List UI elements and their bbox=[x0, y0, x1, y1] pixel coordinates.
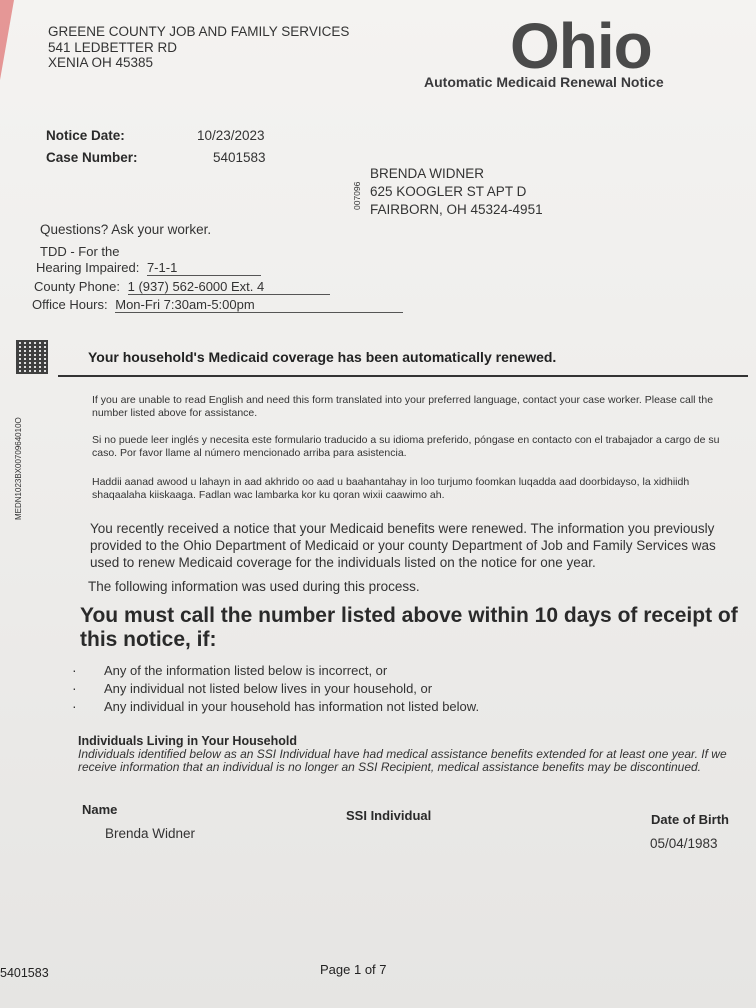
notice-date-value: 10/23/2023 bbox=[197, 128, 265, 143]
household-member-dob: 05/04/1983 bbox=[650, 836, 718, 851]
recipient-name: BRENDA WIDNER bbox=[370, 166, 485, 181]
banner-heading: Your household's Medicaid coverage has been automatically renewed. bbox=[88, 349, 557, 365]
case-number-value: 5401583 bbox=[213, 150, 266, 165]
notice-title: Automatic Medicaid Renewal Notice bbox=[424, 74, 664, 90]
tdd-label-2: Hearing Impaired: bbox=[36, 260, 140, 275]
questions-text: Questions? Ask your worker. bbox=[40, 222, 212, 237]
list-item: · Any of the information listed below is incorrect, or bbox=[72, 662, 479, 680]
paper-corner-mark bbox=[0, 0, 14, 80]
case-number-label: Case Number: bbox=[46, 150, 138, 165]
phone-value: 1 (937) 562-6000 Ext. 4 bbox=[128, 279, 330, 295]
recipient-code: 007096 bbox=[352, 181, 362, 210]
agency-name: GREENE COUNTY JOB AND FAMILY SERVICES bbox=[48, 24, 350, 39]
list-item: · Any individual not listed below lives in your household, or bbox=[72, 680, 479, 698]
hours-value: Mon-Fri 7:30am-5:00pm bbox=[115, 297, 403, 313]
notice-date-label: Notice Date: bbox=[46, 128, 125, 143]
conditions-list bbox=[72, 662, 479, 716]
household-heading: Individuals Living in Your Household bbox=[78, 734, 297, 748]
household-member-name: Brenda Widner bbox=[105, 826, 196, 841]
agency-street: 541 LEDBETTER RD bbox=[48, 39, 178, 55]
body-paragraph-2: The following information was used during this process. bbox=[88, 579, 420, 594]
footer-page-number: Page 1 of 7 bbox=[320, 962, 387, 977]
hours-label: Office Hours: bbox=[32, 297, 108, 312]
list-item: · Any individual in your household has information not listed below. bbox=[72, 698, 479, 716]
hours-row bbox=[32, 297, 403, 313]
footer-case-number: 5401583 bbox=[0, 966, 49, 980]
column-header-dob: Date of Birth bbox=[651, 812, 729, 827]
recipient-city: FAIRBORN, OH 45324-4951 bbox=[370, 202, 543, 217]
ohio-logo: Ohio bbox=[510, 10, 652, 82]
translation-english: If you are unable to read English and need this form translated into your preferred language, contact your case worker. Please call the number listed above for assistance. bbox=[92, 394, 714, 419]
agency-address bbox=[48, 24, 349, 71]
agency-city: XENIA OH 45385 bbox=[48, 55, 154, 70]
must-call-heading: You must call the number listed above within 10 days of receipt of this notice, if: bbox=[80, 604, 738, 651]
recipient-address bbox=[370, 165, 543, 219]
translation-spanish: Si no puede leer inglés y necesita este formulario traducido a su idioma preferido, póngase en contacto con el trabajador a cargo de su caso. Por favor llame al número mencionado arriba para asistencia. bbox=[92, 434, 720, 459]
column-header-name: Name bbox=[82, 802, 118, 817]
barcode-icon bbox=[16, 340, 48, 374]
body-paragraph-1: You recently received a notice that your Medicaid benefits were renewed. The information you previously provided to the Ohio Department of Medicaid or your county Department of Job and Family Services was used to renew Medicaid coverage for the individuals listed on the notice for one year. bbox=[90, 521, 716, 570]
recipient-street: 625 KOOGLER ST APT D bbox=[370, 184, 527, 199]
phone-label: County Phone: bbox=[34, 279, 121, 294]
tdd-value: 7-1-1 bbox=[147, 260, 261, 276]
column-header-ssi: SSI Individual bbox=[346, 808, 432, 823]
tdd-label-1: TDD - For the bbox=[40, 244, 120, 259]
household-text: Individuals identified below as an SSI Individual have had medical assistance benefits extended for at least one year. If we receive information that an individual is no longer an SSI Recipient, medical assistance benefits may be discontinued. bbox=[78, 747, 727, 774]
translation-somali: Haddii aanad awood u lahayn in aad akhrido oo aad u baahantahay in loo turjumo foomkan luqadda aad doorbidayso, la xidhiidh shaqaalaha kiiskaaga. Fadlan wac lambarka kor ku qoran wixii caawimo ah. bbox=[92, 476, 690, 501]
phone-row bbox=[34, 279, 330, 295]
banner-divider bbox=[58, 375, 748, 377]
side-code: MEDN1023BX0070964010O bbox=[14, 417, 23, 520]
tdd-row bbox=[36, 260, 261, 276]
